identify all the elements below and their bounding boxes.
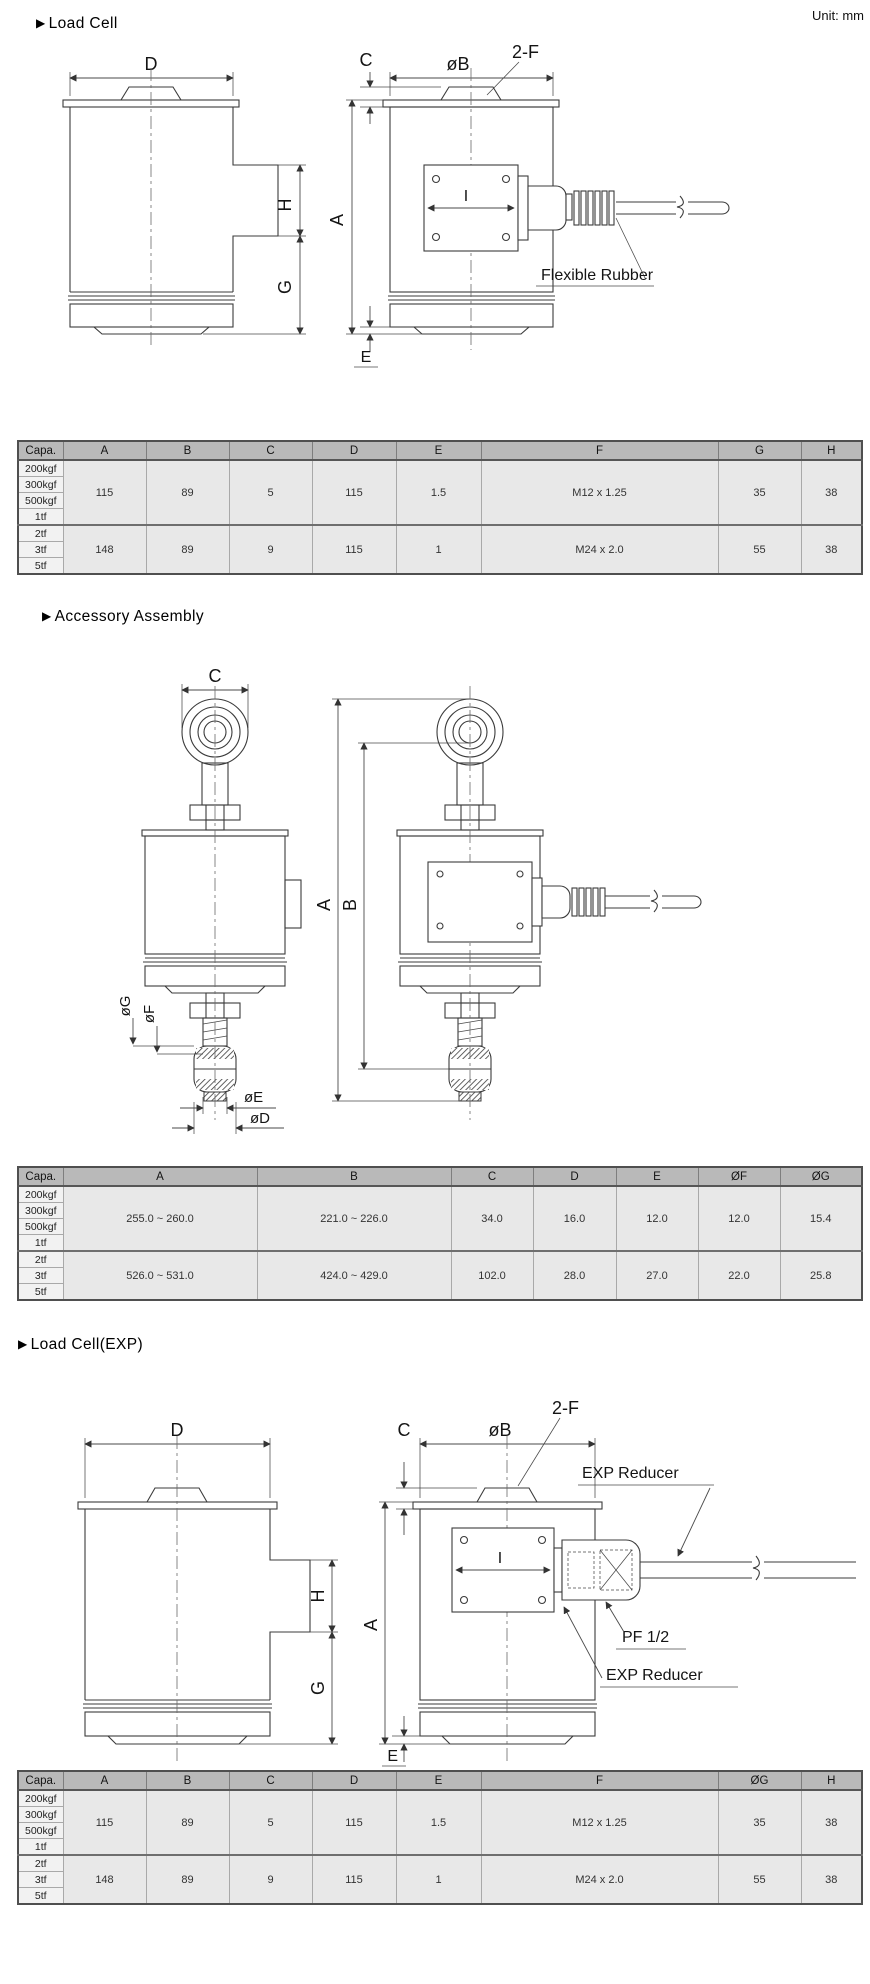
dim-label-ob: øB bbox=[488, 1420, 512, 1440]
spec-value-cell: 115 bbox=[312, 1790, 396, 1855]
spec-value-cell: 89 bbox=[146, 1855, 229, 1904]
capacity-cell: 3tf bbox=[18, 1268, 63, 1284]
capacity-cell: 200kgf bbox=[18, 460, 63, 477]
col-header: D bbox=[312, 441, 396, 460]
capacity-cell: 500kgf bbox=[18, 1219, 63, 1235]
dim-label-g: G bbox=[308, 1680, 328, 1696]
table-header-row bbox=[18, 1167, 862, 1186]
flexible-rubber-label: Flexible Rubber bbox=[541, 267, 654, 284]
flexible-rubber-boot bbox=[572, 888, 605, 916]
col-header: H bbox=[801, 441, 862, 460]
col-header: A bbox=[63, 441, 146, 460]
dim-label-c: C bbox=[397, 1420, 411, 1440]
capacity-cell: 1tf bbox=[18, 1839, 63, 1856]
capacity-cell: 3tf bbox=[18, 542, 63, 558]
spec-value-cell: 55 bbox=[718, 525, 801, 574]
col-header: E bbox=[396, 441, 481, 460]
spec-value-cell: 148 bbox=[63, 1855, 146, 1904]
spec-value-cell: 22.0 bbox=[698, 1251, 780, 1300]
accessory-spec-table-wrap bbox=[17, 1166, 863, 1301]
capacity-cell: 5tf bbox=[18, 1888, 63, 1905]
col-header: E bbox=[616, 1167, 698, 1186]
capacity-cell: 1tf bbox=[18, 509, 63, 526]
spec-value-cell: 115 bbox=[312, 460, 396, 525]
dim-label-b: B bbox=[340, 898, 360, 912]
dim-label-g: G bbox=[275, 279, 295, 295]
col-header: ØG bbox=[780, 1167, 862, 1186]
table-header-row bbox=[18, 441, 862, 460]
dim-label-od: øD bbox=[250, 1110, 270, 1127]
col-header: Capa. bbox=[18, 1167, 63, 1186]
dim-label-i: I bbox=[497, 1550, 503, 1567]
col-header: G bbox=[718, 441, 801, 460]
col-header: E bbox=[396, 1771, 481, 1790]
spec-value-cell: 15.4 bbox=[780, 1186, 862, 1251]
capacity-cell: 300kgf bbox=[18, 1203, 63, 1219]
spec-value-cell: 89 bbox=[146, 525, 229, 574]
col-header: B bbox=[257, 1167, 451, 1186]
spec-value-cell: 38 bbox=[801, 1855, 862, 1904]
section-marker-icon: ▶ bbox=[42, 609, 52, 623]
spec-value-cell: 424.0 ~ 429.0 bbox=[257, 1251, 451, 1300]
section-title-load-cell bbox=[36, 15, 118, 33]
spec-value-cell: 9 bbox=[229, 1855, 312, 1904]
dim-label-ob: øB bbox=[446, 54, 470, 74]
load-cell-front-view bbox=[327, 42, 729, 367]
spec-value-cell: 25.8 bbox=[780, 1251, 862, 1300]
capacity-cell: 500kgf bbox=[18, 1823, 63, 1839]
dim-label-a: A bbox=[361, 1618, 381, 1632]
spec-value-cell: M24 x 2.0 bbox=[481, 1855, 718, 1904]
dim-label-d: D bbox=[170, 1420, 184, 1440]
capacity-cell: 1tf bbox=[18, 1235, 63, 1252]
section-title-text: Load Cell bbox=[48, 15, 118, 32]
spec-value-cell: 115 bbox=[312, 525, 396, 574]
spec-value-cell: 16.0 bbox=[533, 1186, 616, 1251]
col-header: C bbox=[229, 1771, 312, 1790]
pf-half-label: PF 1/2 bbox=[622, 1629, 670, 1646]
spec-value-cell: 148 bbox=[63, 525, 146, 574]
capacity-cell: 2tf bbox=[18, 1855, 63, 1872]
spec-value-cell: 38 bbox=[801, 1790, 862, 1855]
dim-label-e: E bbox=[387, 1748, 398, 1765]
spec-value-cell: M12 x 1.25 bbox=[481, 460, 718, 525]
spec-value-cell: M12 x 1.25 bbox=[481, 1790, 718, 1855]
col-header: A bbox=[63, 1771, 146, 1790]
dim-label-i: I bbox=[463, 188, 469, 205]
spec-value-cell: 9 bbox=[229, 525, 312, 574]
load-cell-exp-drawing bbox=[0, 1370, 870, 1770]
dim-label-a: A bbox=[314, 898, 334, 912]
spec-value-cell: 255.0 ~ 260.0 bbox=[63, 1186, 257, 1251]
col-header: D bbox=[312, 1771, 396, 1790]
col-header: A bbox=[63, 1167, 257, 1186]
capacity-cell: 2tf bbox=[18, 525, 63, 542]
col-header: B bbox=[146, 441, 229, 460]
dim-label-of: øF bbox=[141, 1004, 158, 1024]
capacity-cell: 3tf bbox=[18, 1872, 63, 1888]
table-row bbox=[18, 1855, 862, 1872]
col-header: ØF bbox=[698, 1167, 780, 1186]
exp-spec-table-wrap bbox=[17, 1770, 863, 1905]
section-title-accessory-assembly bbox=[42, 608, 204, 626]
capacity-cell: 200kgf bbox=[18, 1186, 63, 1203]
load-cell-spec-table bbox=[17, 440, 863, 575]
load-cell-side-view bbox=[63, 54, 306, 345]
spec-value-cell: 35 bbox=[718, 1790, 801, 1855]
table-row bbox=[18, 1251, 862, 1268]
spec-value-cell: 526.0 ~ 531.0 bbox=[63, 1251, 257, 1300]
spec-value-cell: 34.0 bbox=[451, 1186, 533, 1251]
spec-value-cell: 1 bbox=[396, 1855, 481, 1904]
spec-value-cell: 115 bbox=[312, 1855, 396, 1904]
col-header: F bbox=[481, 1771, 718, 1790]
spec-value-cell: 38 bbox=[801, 460, 862, 525]
assembly-side-view bbox=[117, 686, 301, 1134]
dim-label-og: øG bbox=[117, 995, 134, 1017]
capacity-cell: 200kgf bbox=[18, 1790, 63, 1807]
table-header-row bbox=[18, 1771, 862, 1790]
spec-value-cell: M24 x 2.0 bbox=[481, 525, 718, 574]
col-header: B bbox=[146, 1771, 229, 1790]
capacity-cell: 300kgf bbox=[18, 477, 63, 493]
dim-label-2f: 2-F bbox=[552, 1398, 579, 1418]
exp-reducer-bottom-label: EXP Reducer bbox=[606, 1667, 703, 1684]
col-header: Capa. bbox=[18, 441, 63, 460]
capacity-cell: 300kgf bbox=[18, 1807, 63, 1823]
table-row bbox=[18, 1186, 862, 1203]
col-header: Capa. bbox=[18, 1771, 63, 1790]
accessory-spec-table bbox=[17, 1166, 863, 1301]
dim-label-2f: 2-F bbox=[512, 42, 539, 62]
unit-label: Unit: mm bbox=[812, 8, 864, 23]
col-header: C bbox=[451, 1167, 533, 1186]
section-title-text: Accessory Assembly bbox=[54, 608, 204, 625]
spec-value-cell: 35 bbox=[718, 460, 801, 525]
table-row bbox=[18, 1790, 862, 1807]
section-marker-icon: ▶ bbox=[36, 16, 46, 30]
spec-value-cell: 55 bbox=[718, 1855, 801, 1904]
dim-label-e: E bbox=[360, 349, 372, 366]
dim-label-c: C bbox=[359, 50, 373, 70]
capacity-cell: 5tf bbox=[18, 1284, 63, 1301]
accessory-assembly-drawing bbox=[0, 650, 870, 1140]
dim-label-oe: øE bbox=[244, 1089, 264, 1106]
capacity-cell: 5tf bbox=[18, 558, 63, 575]
spec-value-cell: 89 bbox=[146, 1790, 229, 1855]
col-header: ØG bbox=[718, 1771, 801, 1790]
flexible-rubber-boot bbox=[574, 191, 614, 225]
spec-value-cell: 5 bbox=[229, 1790, 312, 1855]
table-row bbox=[18, 460, 862, 477]
load-cell-spec-table-wrap bbox=[17, 440, 863, 575]
dim-label-a: A bbox=[327, 213, 347, 227]
section-title-text: Load Cell(EXP) bbox=[30, 1336, 144, 1353]
capacity-cell: 500kgf bbox=[18, 493, 63, 509]
exp-side-view bbox=[78, 1420, 338, 1762]
dim-label-h: H bbox=[275, 198, 295, 212]
dim-label-c: C bbox=[208, 666, 222, 686]
spec-value-cell: 27.0 bbox=[616, 1251, 698, 1300]
section-marker-icon: ▶ bbox=[18, 1337, 28, 1351]
dim-label-d: D bbox=[144, 54, 158, 74]
dim-label-h: H bbox=[308, 1589, 328, 1603]
spec-value-cell: 12.0 bbox=[616, 1186, 698, 1251]
col-header: F bbox=[481, 441, 718, 460]
spec-value-cell: 12.0 bbox=[698, 1186, 780, 1251]
table-row bbox=[18, 525, 862, 542]
col-header: C bbox=[229, 441, 312, 460]
spec-value-cell: 115 bbox=[63, 460, 146, 525]
spec-value-cell: 1.5 bbox=[396, 1790, 481, 1855]
exp-spec-table bbox=[17, 1770, 863, 1905]
spec-value-cell: 1 bbox=[396, 525, 481, 574]
spec-value-cell: 89 bbox=[146, 460, 229, 525]
spec-value-cell: 115 bbox=[63, 1790, 146, 1855]
spec-value-cell: 1.5 bbox=[396, 460, 481, 525]
exp-front-view bbox=[361, 1398, 856, 1766]
section-title-load-cell-exp bbox=[18, 1336, 143, 1354]
spec-value-cell: 5 bbox=[229, 460, 312, 525]
spec-value-cell: 38 bbox=[801, 525, 862, 574]
spec-value-cell: 28.0 bbox=[533, 1251, 616, 1300]
assembly-front-view bbox=[397, 686, 701, 1120]
spec-value-cell: 102.0 bbox=[451, 1251, 533, 1300]
spec-value-cell: 221.0 ~ 226.0 bbox=[257, 1186, 451, 1251]
col-header: H bbox=[801, 1771, 862, 1790]
col-header: D bbox=[533, 1167, 616, 1186]
load-cell-drawing bbox=[0, 40, 870, 370]
capacity-cell: 2tf bbox=[18, 1251, 63, 1268]
exp-reducer-top-label: EXP Reducer bbox=[582, 1465, 679, 1482]
